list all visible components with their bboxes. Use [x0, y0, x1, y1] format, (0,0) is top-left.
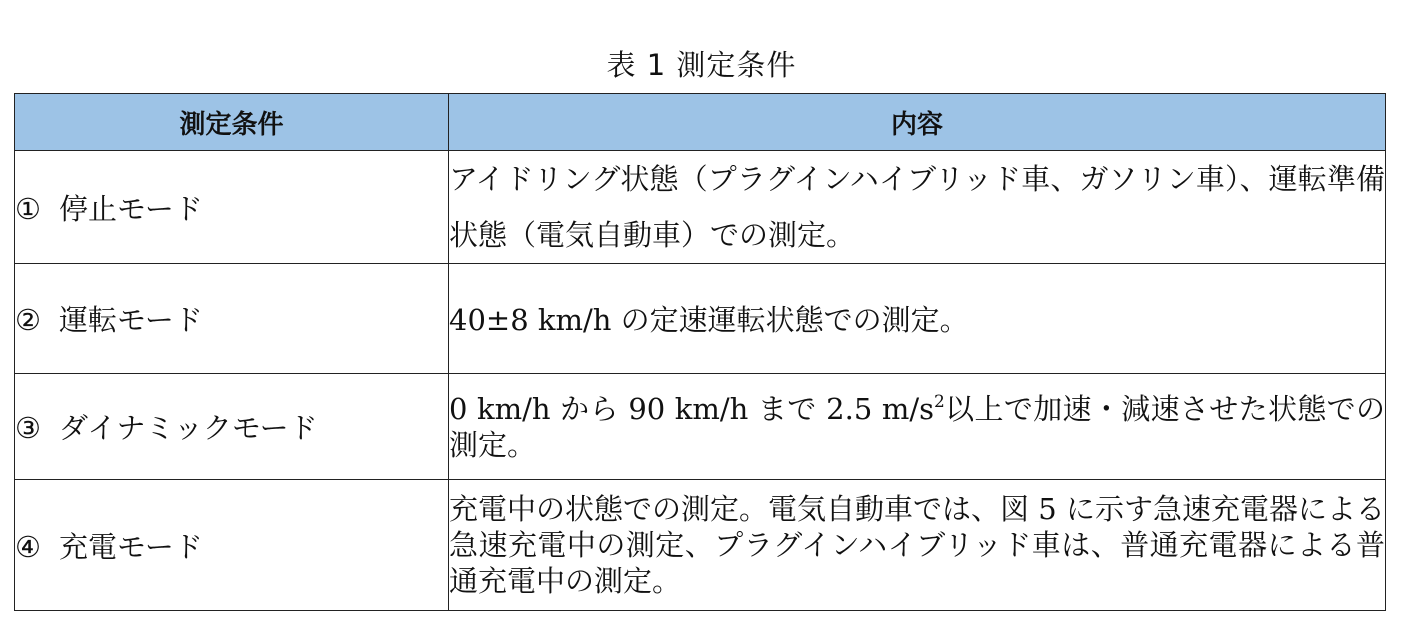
condition-number: ④: [15, 529, 41, 564]
content-cell: 40±8 km/h の定速運転状態での測定。: [449, 264, 1386, 374]
superscript-exponent: 2: [933, 391, 945, 412]
condition-cell: [15, 374, 449, 480]
header-measurement-condition: 測定条件: [15, 94, 449, 151]
condition-label: ダイナミックモード: [59, 411, 318, 445]
table-row: [15, 374, 1386, 480]
content-cell: アイドリング状態（プラグインハイブリッド車、ガソリン車）、運転準備状態（電気自動車）での測定。: [449, 151, 1386, 264]
measurement-conditions-table: [14, 93, 1386, 611]
content-cell: 充電中の状態での測定。電気自動車では、図 5 に示す急速充電器による急速充電中の測定、プラグインハイブリッド車は、普通充電器による普通充電中の測定。: [449, 480, 1386, 611]
condition-cell: [15, 264, 449, 374]
condition-number: ②: [15, 303, 41, 337]
table-row: [15, 264, 1386, 374]
condition-cell: [15, 151, 449, 264]
content-text: 0 km/h から 90 km/h まで 2.5 m/s: [449, 391, 934, 426]
table-row: [15, 480, 1386, 611]
header-content: 内容: [449, 94, 1386, 151]
table-caption: 表 1 測定条件: [606, 48, 797, 82]
table-row: [15, 151, 1386, 264]
content-text: 以上で加速・減速させた状態での測定。: [449, 391, 1385, 462]
condition-number: ③: [15, 411, 41, 445]
table-header-row: [15, 94, 1386, 151]
condition-label: 充電モード: [59, 529, 203, 564]
condition-label: 運転モード: [59, 303, 203, 337]
condition-label: 停止モード: [59, 191, 203, 226]
content-cell: [449, 374, 1386, 480]
condition-cell: [15, 480, 449, 611]
condition-number: ①: [15, 191, 41, 226]
